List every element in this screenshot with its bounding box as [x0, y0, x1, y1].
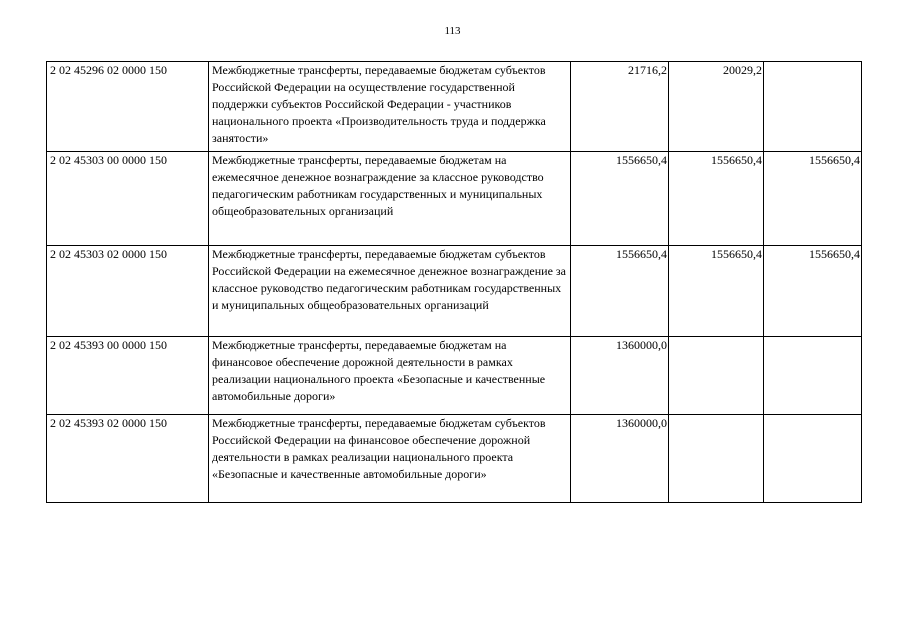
amount-year3-cell	[764, 337, 862, 415]
amount-year2-cell: 1556650,4	[669, 152, 764, 246]
table-row	[47, 152, 862, 246]
budget-code-cell: 2 02 45303 00 0000 150	[47, 152, 209, 246]
budget-code-cell: 2 02 45393 00 0000 150	[47, 337, 209, 415]
table-row	[47, 62, 862, 152]
amount-year1-cell: 21716,2	[571, 62, 669, 152]
description-cell: Межбюджетные трансферты, передаваемые бюджетам субъектов Российской Федерации на ежемесячное денежное вознаграждение за классное руководство педагогическим работникам государственных и муниципальных общеобразовательных организаций	[209, 246, 571, 337]
budget-code-cell: 2 02 45303 02 0000 150	[47, 246, 209, 337]
amount-year2-cell: 20029,2	[669, 62, 764, 152]
budget-code-cell: 2 02 45393 02 0000 150	[47, 415, 209, 503]
amount-year2-cell	[669, 415, 764, 503]
budget-table	[46, 61, 862, 503]
amount-year1-cell: 1360000,0	[571, 337, 669, 415]
budget-code-cell: 2 02 45296 02 0000 150	[47, 62, 209, 152]
description-cell: Межбюджетные трансферты, передаваемые бюджетам на ежемесячное денежное вознаграждение за классное руководство педагогическим работникам государственных и муниципальных общеобразовательных организаций	[209, 152, 571, 246]
amount-year3-cell: 1556650,4	[764, 246, 862, 337]
table-row	[47, 415, 862, 503]
table-row	[47, 337, 862, 415]
description-cell: Межбюджетные трансферты, передаваемые бюджетам субъектов Российской Федерации на финансовое обеспечение дорожной деятельности в рамках реализации национального проекта «Безопасные и качественные автомобильные дороги»	[209, 415, 571, 503]
amount-year1-cell: 1556650,4	[571, 246, 669, 337]
amount-year2-cell	[669, 337, 764, 415]
description-cell: Межбюджетные трансферты, передаваемые бюджетам на финансовое обеспечение дорожной деятельности в рамках реализации национального проекта «Безопасные и качественные автомобильные дороги»	[209, 337, 571, 415]
amount-year3-cell	[764, 62, 862, 152]
amount-year3-cell	[764, 415, 862, 503]
amount-year1-cell: 1360000,0	[571, 415, 669, 503]
amount-year3-cell: 1556650,4	[764, 152, 862, 246]
page-number: 113	[444, 25, 461, 37]
amount-year2-cell: 1556650,4	[669, 246, 764, 337]
description-cell: Межбюджетные трансферты, передаваемые бюджетам субъектов Российской Федерации на осуществление государственной поддержки субъектов Российской Федерации - участников национального проекта «Производительность труда и поддержка занятости»	[209, 62, 571, 152]
amount-year1-cell: 1556650,4	[571, 152, 669, 246]
table-row	[47, 246, 862, 337]
